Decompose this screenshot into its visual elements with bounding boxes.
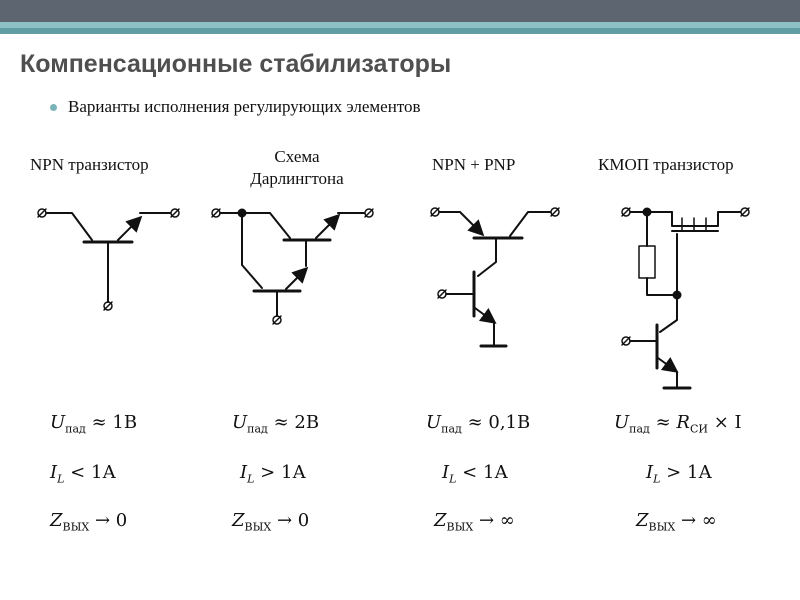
- npn-voltage-drop: [50, 412, 137, 436]
- heading-npn-pnp: NPN + PNP: [432, 155, 516, 174]
- npn-i-var: I: [50, 462, 58, 483]
- heading-darlington-line1: Схема: [274, 147, 320, 166]
- cmos-r-sub: СИ: [689, 422, 708, 436]
- npn-i-sub: L: [57, 472, 65, 486]
- cmos-i-sub: L: [653, 472, 661, 486]
- cmos-output-impedance: [636, 510, 717, 534]
- npn-pnp-u-var: U: [426, 412, 442, 433]
- npn-i-rel: < 1А: [70, 462, 117, 483]
- bullet-text: Варианты исполнения регулирующих элементов: [68, 97, 421, 116]
- darlington-load-current: [240, 462, 306, 486]
- darlington-output-impedance: [232, 510, 309, 534]
- cmos-i-rel: > 1А: [666, 462, 713, 483]
- npn-pnp-i-var: I: [442, 462, 450, 483]
- npn-pnp-i-sub: L: [449, 472, 457, 486]
- cmos-r-var: R: [676, 412, 690, 433]
- darlington-circuit: [212, 209, 373, 324]
- npn-load-current: [50, 462, 116, 486]
- heading-darlington-line2: Дарлингтона: [250, 169, 344, 188]
- cmos-z-sub: ВЫХ: [648, 520, 676, 534]
- npn-output-impedance: [50, 510, 127, 534]
- cmos-r-tail: × I: [713, 412, 742, 433]
- npn-transistor-circuit: [38, 209, 179, 310]
- darlington-i-rel: > 1А: [260, 462, 307, 483]
- npn-z-sub: ВЫХ: [62, 520, 90, 534]
- slide-title: Компенсационные стабилизаторы: [20, 50, 452, 78]
- npn-pnp-u-rel: ≈ 0,1В: [467, 412, 531, 433]
- cmos-u-rel: ≈: [655, 412, 671, 433]
- darlington-u-sub: пад: [247, 422, 268, 436]
- darlington-i-sub: L: [247, 472, 255, 486]
- darlington-u-rel: ≈ 2В: [273, 412, 320, 433]
- npn-pnp-z-rel: → ∞: [479, 510, 515, 531]
- npn-z-var: Z: [50, 510, 63, 531]
- npn-pnp-output-impedance: [434, 510, 515, 534]
- darlington-z-var: Z: [232, 510, 245, 531]
- cmos-voltage-drop: [614, 412, 742, 436]
- npn-pnp-load-current: [442, 462, 508, 486]
- cmos-z-var: Z: [636, 510, 649, 531]
- npn-z-rel: → 0: [95, 510, 128, 531]
- npn-pnp-voltage-drop: [426, 412, 530, 436]
- cmos-i-var: I: [646, 462, 654, 483]
- darlington-i-var: I: [240, 462, 248, 483]
- npn-pnp-i-rel: < 1А: [462, 462, 509, 483]
- darlington-voltage-drop: [232, 412, 319, 436]
- npn-pnp-z-sub: ВЫХ: [446, 520, 474, 534]
- heading-cmos: КМОП транзистор: [598, 155, 734, 174]
- npn-pnp-circuit: [431, 208, 559, 346]
- npn-u-rel: ≈ 1В: [91, 412, 138, 433]
- npn-u-sub: пад: [65, 422, 86, 436]
- heading-npn: NPN транзистор: [30, 155, 149, 174]
- cmos-load-current: [646, 462, 712, 486]
- darlington-z-sub: ВЫХ: [244, 520, 272, 534]
- cmos-circuit: [622, 208, 749, 388]
- npn-pnp-z-var: Z: [434, 510, 447, 531]
- npn-pnp-u-sub: пад: [441, 422, 462, 436]
- cmos-u-sub: пад: [629, 422, 650, 436]
- darlington-u-var: U: [232, 412, 248, 433]
- darlington-z-rel: → 0: [277, 510, 310, 531]
- cmos-u-var: U: [614, 412, 630, 433]
- npn-u-var: U: [50, 412, 66, 433]
- cmos-z-rel: → ∞: [681, 510, 717, 531]
